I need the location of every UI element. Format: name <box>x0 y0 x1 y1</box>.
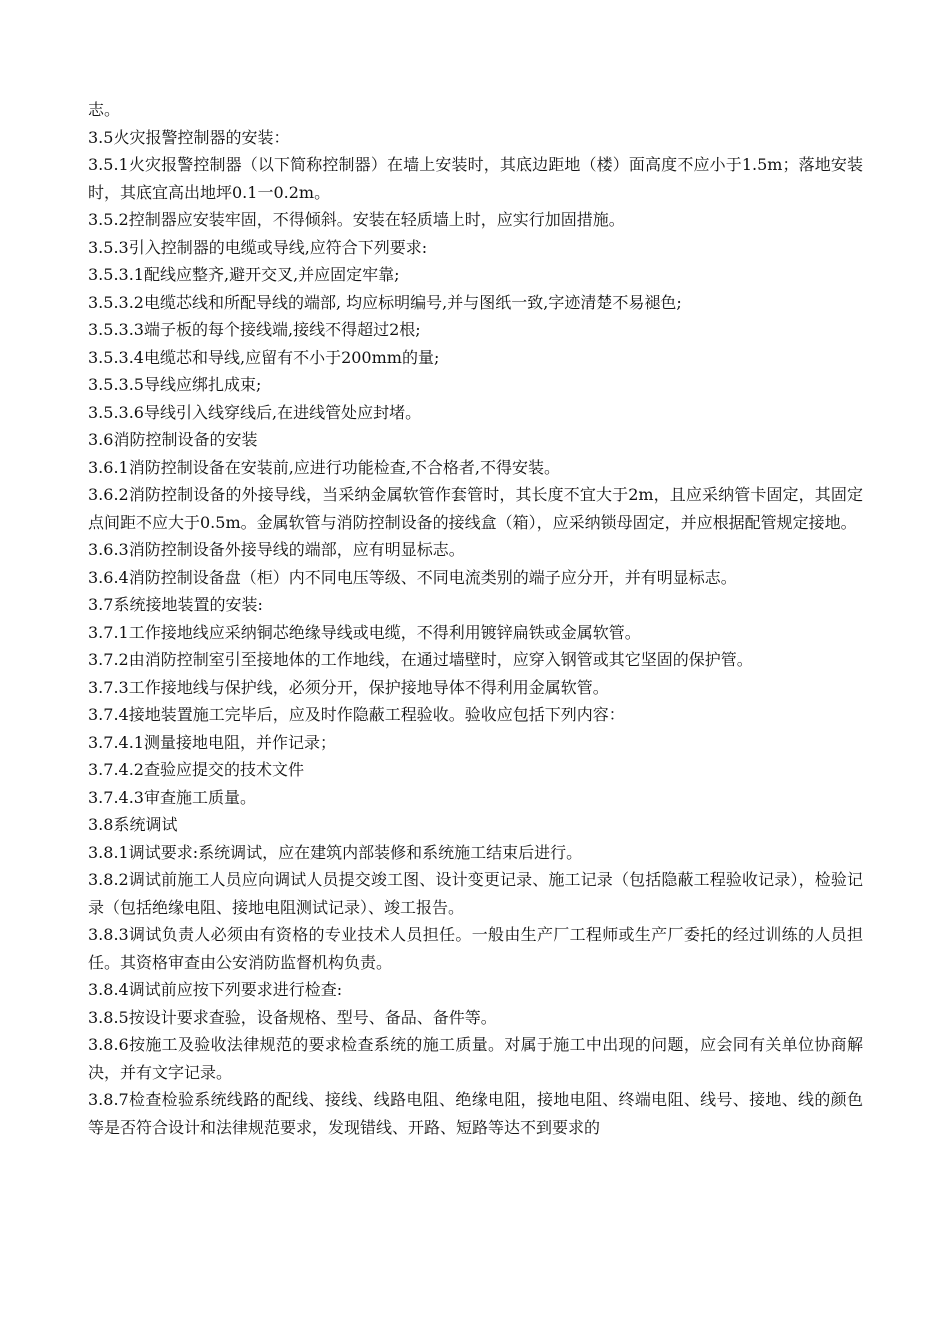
paragraph: 志。 <box>88 100 121 119</box>
paragraph: 3.5.3.6导线引入线穿线后,在进线管处应封堵。 <box>88 402 422 422</box>
paragraph: 3.7.4.2查验应提交的技术文件 <box>88 760 304 779</box>
paragraph: 3.8.1调试要求:系统调试，应在建筑内部装修和系统施工结束后进行。 <box>88 842 583 862</box>
paragraph: 3.6消防控制设备的安装 <box>88 430 258 449</box>
paragraph: 3.8系统调试 <box>88 815 178 834</box>
paragraph: 3.7.4.1测量接地电阻，并作记录； <box>88 732 336 752</box>
paragraph: 3.6.1消防控制设备在安装前,应进行功能检查,不合格者,不得安装。 <box>88 457 560 477</box>
paragraph: 3.5.2控制器应安装牢固，不得倾斜。安装在轻质墙上时，应实行加固措施。 <box>88 210 625 229</box>
paragraph: 3.7.4接地装置施工完毕后，应及时作隐蔽工程验收。验收应包括下列内容： <box>88 705 625 724</box>
paragraph: 3.8.4调试前应按下列要求进行检查: <box>88 980 343 999</box>
paragraph: 3.7.4.3审查施工质量。 <box>88 787 256 807</box>
paragraph: 3.7.1工作接地线应采纳铜芯绝缘导线或电缆，不得利用镀锌扁铁或金属软管。 <box>88 622 641 642</box>
paragraph: 3.5火灾报警控制器的安装： <box>88 127 290 147</box>
paragraph: 3.8.6按施工及验收法律规范的要求检查系统的施工质量。对属于施工中出现的问题，应会同有关单位协商解决，并有文字记录。 <box>88 1035 863 1082</box>
paragraph: 3.5.3.1配线应整齐,避开交叉,并应固定牢靠; <box>88 265 400 284</box>
paragraph: 3.6.4消防控制设备盘（柜）内不同电压等级、不同电流类别的端子应分开，并有明显标志。 <box>88 567 737 587</box>
paragraph: 3.7.2由消防控制室引至接地体的工作地线，在通过墙壁时，应穿入钢管或其它坚固的保护管。 <box>88 650 753 669</box>
paragraph: 3.7.3工作接地线与保护线，必须分开，保护接地导体不得利用金属软管。 <box>88 677 609 697</box>
document-page <box>88 96 863 1141</box>
paragraph: 3.7系统接地装置的安装: <box>88 595 263 614</box>
paragraph: 3.5.3.5导线应绑扎成束; <box>88 375 262 394</box>
paragraph: 3.8.5按设计要求查验，设备规格、型号、备品、备件等。 <box>88 1007 497 1027</box>
paragraph: 3.5.3引入控制器的电缆或导线,应符合下列要求: <box>88 237 428 257</box>
paragraph: 3.6.2消防控制设备的外接导线，当采纳金属软管作套管时，其长度不宜大于2m，且应采纳管卡固定，其固定点间距不应大于0.5m。金属软管与消防控制设备的接线盒（箱），应采纳锁母固定，并应根据配管规定接地。 <box>88 485 863 532</box>
paragraph: 3.8.3调试负责人必须由有资格的专业技术人员担任。一般由生产厂工程师或生产厂委托的经过训练的人员担任。其资格审查由公安消防监督机构负责。 <box>88 925 863 972</box>
paragraph: 3.5.3.3端子板的每个接线端,接线不得超过2根; <box>88 320 421 339</box>
paragraph: 3.8.2调试前施工人员应向调试人员提交竣工图、设计变更记录、施工记录（包括隐蔽工程验收记录），检验记录（包括绝缘电阻、接地电阻测试记录）、竣工报告。 <box>88 870 863 917</box>
paragraph: 3.5.3.4电缆芯和导线,应留有不小于200mm的量; <box>88 347 440 367</box>
paragraph: 3.5.3.2电缆芯线和所配导线的端部, 均应标明编号,并与图纸一致,字迹清楚不易褪色; <box>88 292 682 312</box>
paragraph: 3.6.3消防控制设备外接导线的端部，应有明显标志。 <box>88 540 465 559</box>
paragraph: 3.5.1火灾报警控制器（以下简称控制器）在墙上安装时，其底边距地（楼）面高度不应小于1.5m；落地安装时，其底宜高出地坪0.1一0.2m。 <box>88 155 863 202</box>
paragraph: 3.8.7检查检验系统线路的配线、接线、线路电阻、绝缘电阻，接地电阻、终端电阻、线号、接地、线的颜色等是否符合设计和法律规范要求，发现错线、开路、短路等达不到要求的 <box>88 1090 863 1137</box>
